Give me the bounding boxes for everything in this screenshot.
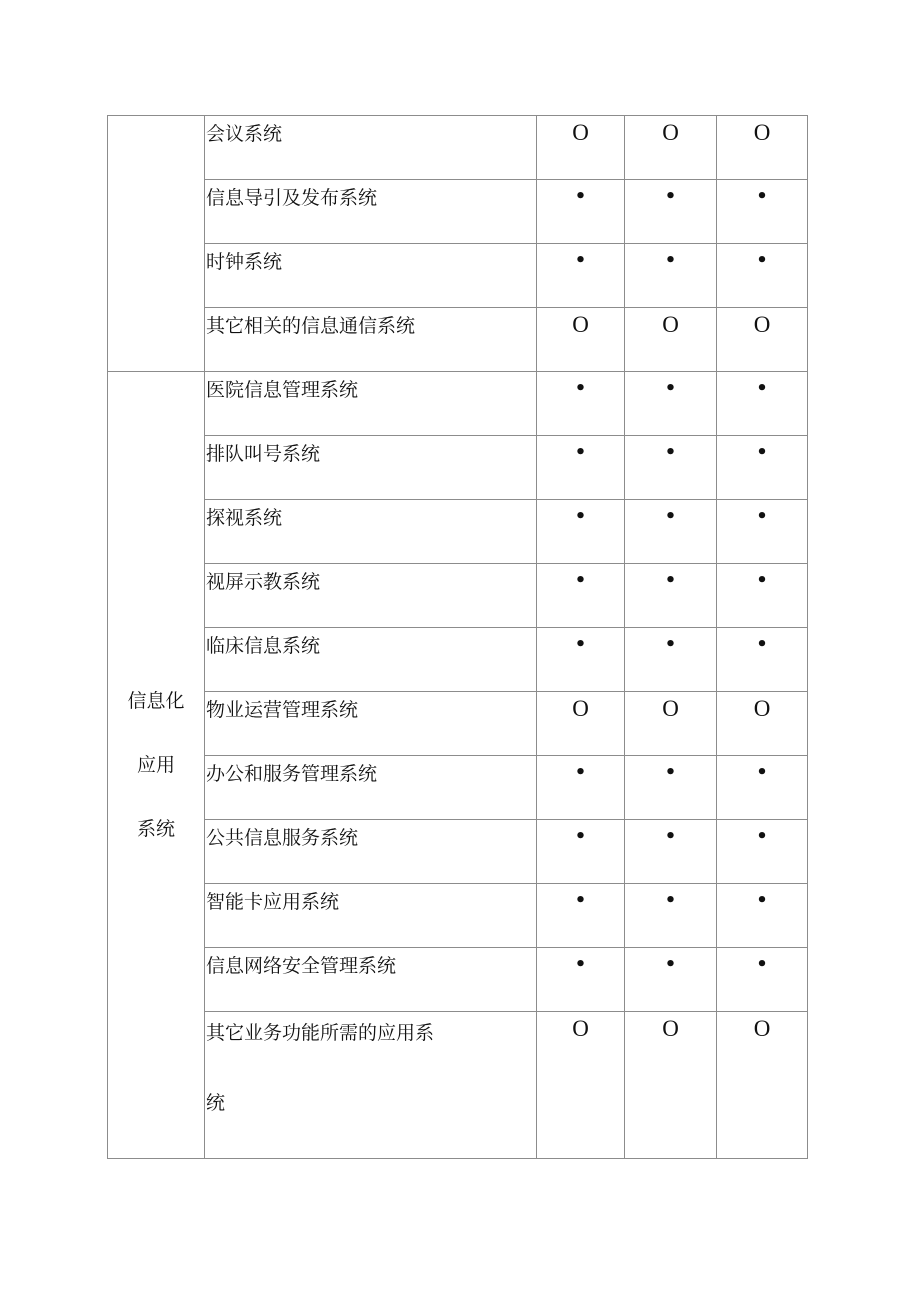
required-dot-mark: • (664, 826, 677, 847)
system-name: 排队叫号系统 (206, 443, 321, 465)
system-name-cell (205, 820, 537, 884)
table-row (108, 884, 808, 948)
system-name: 视屏示教系统 (206, 571, 321, 593)
optional-circle-mark: O (753, 312, 771, 337)
optional-circle-mark: O (753, 696, 771, 721)
required-dot-mark: • (574, 186, 587, 207)
required-dot-mark: • (756, 378, 768, 399)
mark-cell (717, 180, 808, 244)
required-dot-mark: • (574, 762, 587, 783)
mark-cell (625, 1012, 717, 1159)
required-dot-mark: • (756, 250, 768, 271)
mark-cell (717, 628, 808, 692)
mark-cell (625, 436, 717, 500)
required-dot-mark: • (574, 570, 587, 591)
mark-cell (625, 820, 717, 884)
system-name: 公共信息服务系统 (206, 827, 359, 849)
system-name-cell (205, 692, 537, 756)
optional-circle-mark: O (662, 696, 679, 721)
mark-cell (625, 628, 717, 692)
mark-cell (625, 692, 717, 756)
mark-cell (717, 948, 808, 1012)
required-dot-mark: • (574, 890, 587, 911)
system-name-line: 统 (206, 1092, 226, 1114)
table-row (108, 308, 808, 372)
required-dot-mark: • (756, 506, 768, 527)
system-name: 会议系统 (206, 123, 283, 145)
systems-table-body (108, 116, 808, 1159)
category-label-line: 系统 (136, 818, 175, 840)
optional-circle-mark: O (572, 1016, 589, 1041)
systems-table (107, 115, 808, 1159)
mark-cell (717, 756, 808, 820)
table-row (108, 1012, 808, 1159)
required-dot-mark: • (664, 506, 677, 527)
required-dot-mark: • (756, 570, 768, 591)
mark-cell (717, 372, 808, 436)
mark-cell (537, 180, 625, 244)
system-name-cell (205, 180, 537, 244)
mark-cell (625, 564, 717, 628)
system-name: 其它相关的信息通信系统 (206, 315, 416, 337)
mark-cell (717, 308, 808, 372)
mark-cell (537, 820, 625, 884)
required-dot-mark: • (664, 762, 677, 783)
system-name-line: 其它业务功能所需的应用系 (206, 1022, 435, 1044)
required-dot-mark: • (664, 954, 677, 975)
table-row (108, 180, 808, 244)
table-row (108, 820, 808, 884)
mark-cell (717, 500, 808, 564)
mark-cell (625, 372, 717, 436)
required-dot-mark: • (756, 442, 768, 463)
mark-cell (625, 756, 717, 820)
mark-cell (537, 948, 625, 1012)
required-dot-mark: • (664, 250, 677, 271)
system-name-cell (205, 884, 537, 948)
mark-cell (537, 308, 625, 372)
optional-circle-mark: O (572, 696, 589, 721)
required-dot-mark: • (664, 442, 677, 463)
required-dot-mark: • (574, 954, 587, 975)
system-name: 探视系统 (206, 507, 283, 529)
system-name-cell (205, 436, 537, 500)
mark-cell (625, 116, 717, 180)
system-name: 医院信息管理系统 (206, 379, 359, 401)
mark-cell (625, 948, 717, 1012)
system-name-cell (205, 372, 537, 436)
table-row (108, 756, 808, 820)
mark-cell (537, 1012, 625, 1159)
table-row (108, 436, 808, 500)
category-cell (108, 116, 205, 372)
required-dot-mark: • (756, 826, 768, 847)
system-name: 时钟系统 (206, 251, 283, 273)
system-name-cell (205, 308, 537, 372)
mark-cell (537, 564, 625, 628)
mark-cell (717, 244, 808, 308)
required-dot-mark: • (574, 826, 587, 847)
required-dot-mark: • (664, 570, 677, 591)
required-dot-mark: • (664, 186, 677, 207)
table-row (108, 244, 808, 308)
mark-cell (625, 244, 717, 308)
optional-circle-mark: O (662, 312, 679, 337)
required-dot-mark: • (664, 378, 677, 399)
mark-cell (625, 500, 717, 564)
table-row (108, 692, 808, 756)
mark-cell (537, 116, 625, 180)
optional-circle-mark: O (753, 1016, 771, 1041)
required-dot-mark: • (574, 634, 587, 655)
table-row (108, 116, 808, 180)
optional-circle-mark: O (572, 312, 589, 337)
mark-cell (625, 884, 717, 948)
required-dot-mark: • (756, 762, 768, 783)
mark-cell (537, 372, 625, 436)
required-dot-mark: • (756, 186, 768, 207)
system-name-cell (205, 628, 537, 692)
mark-cell (537, 500, 625, 564)
system-name: 物业运营管理系统 (206, 699, 359, 721)
required-dot-mark: • (756, 890, 768, 911)
table-row (108, 500, 808, 564)
system-name: 信息导引及发布系统 (206, 187, 378, 209)
mark-cell (537, 756, 625, 820)
mark-cell (717, 692, 808, 756)
table-row (108, 628, 808, 692)
system-name-cell (205, 244, 537, 308)
mark-cell (717, 116, 808, 180)
mark-cell (537, 436, 625, 500)
table-row (108, 948, 808, 1012)
optional-circle-mark: O (662, 1016, 679, 1041)
optional-circle-mark: O (753, 120, 771, 145)
mark-cell (537, 884, 625, 948)
system-name-cell (205, 564, 537, 628)
required-dot-mark: • (574, 442, 587, 463)
system-name: 信息网络安全管理系统 (206, 955, 397, 977)
mark-cell (537, 692, 625, 756)
required-dot-mark: • (664, 890, 677, 911)
category-label-line: 应用 (136, 754, 175, 776)
mark-cell (625, 180, 717, 244)
system-name: 智能卡应用系统 (206, 891, 340, 913)
system-name-cell (205, 948, 537, 1012)
required-dot-mark: • (756, 634, 768, 655)
system-name: 办公和服务管理系统 (206, 763, 378, 785)
required-dot-mark: • (574, 250, 587, 271)
required-dot-mark: • (664, 634, 677, 655)
mark-cell (717, 884, 808, 948)
mark-cell (717, 564, 808, 628)
optional-circle-mark: O (572, 120, 589, 145)
optional-circle-mark: O (662, 120, 679, 145)
mark-cell (717, 436, 808, 500)
required-dot-mark: • (574, 506, 587, 527)
system-name-cell (205, 756, 537, 820)
system-name-cell (205, 1012, 537, 1159)
table-row (108, 564, 808, 628)
required-dot-mark: • (756, 954, 768, 975)
system-name: 临床信息系统 (206, 635, 321, 657)
mark-cell (717, 1012, 808, 1159)
mark-cell (537, 628, 625, 692)
category-label-line: 信息化 (127, 690, 185, 712)
category-cell (108, 372, 205, 1159)
mark-cell (717, 820, 808, 884)
system-name-cell (205, 500, 537, 564)
mark-cell (537, 244, 625, 308)
system-name-cell (205, 116, 537, 180)
mark-cell (625, 308, 717, 372)
required-dot-mark: • (574, 378, 587, 399)
table-row (108, 372, 808, 436)
